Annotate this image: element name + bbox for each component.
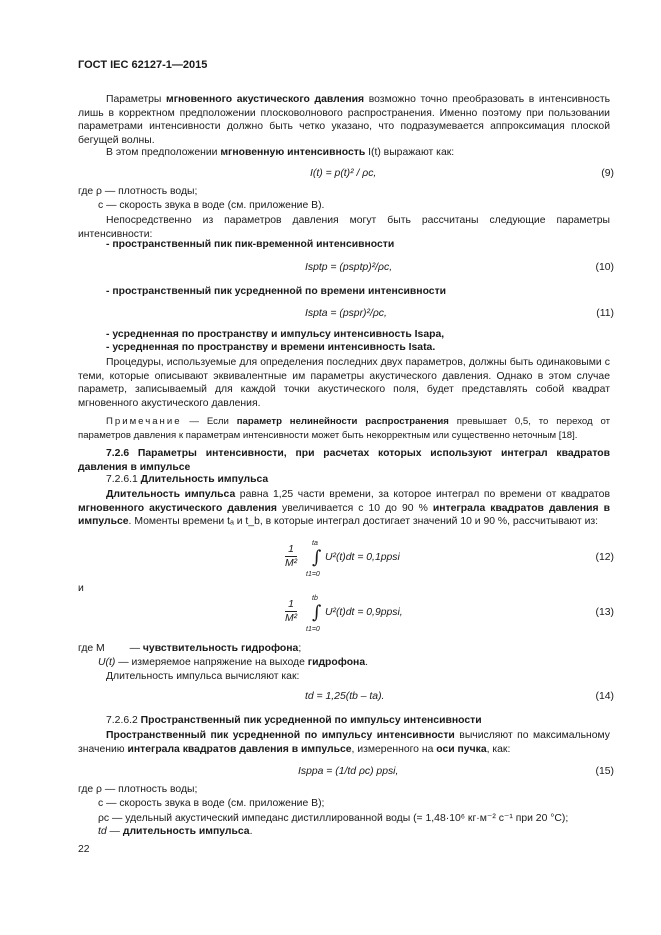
where-sound-speed: c — скорость звука в воде (см. приложение В). xyxy=(98,200,325,211)
where-pulse-duration: td — длительность импульса. xyxy=(98,826,253,837)
section-7-2-6-heading: 7.2.6 Параметры интенсивности, при расчетах которых используют интеграл квадратов давления в импульсе xyxy=(78,448,610,473)
equation-11-number: (11) xyxy=(596,308,614,319)
paragraph-duration-calc: Длительность импульса вычисляют как: xyxy=(106,671,300,682)
where-sound-speed-2: c — скорость звука в воде (см. приложение В); xyxy=(98,798,325,809)
paragraph-procedures: Процедуры, используемые для определения последних двух параметров, должны быть одинаковыми с теми, которые описывают эквивалентные им параметры акустического давления. Однако в этом случае параметр, записываемый для каждой точки акустического поля, будет представлять собой квадрат мгновенного акустического давления. xyxy=(78,357,610,409)
equation-10: Isptp = (psptp)²/ρc, xyxy=(305,262,393,273)
equation-15: Isppa = (1/td ρc) ppsi, xyxy=(298,766,399,777)
paragraph-assumption: В этом предположении мгновенную интенсивность I(t) выражают как: xyxy=(106,147,455,158)
document-header: ГОСТ IEC 62127-1—2015 xyxy=(78,59,208,71)
section-7-2-6-1-heading: 7.2.6.1 Длительность импульса xyxy=(106,474,269,485)
equation-13-number: (13) xyxy=(595,607,614,618)
equation-9-number: (9) xyxy=(601,168,614,179)
conjunction-and: и xyxy=(78,583,84,594)
where-voltage: U(t) — измеряемое напряжение на выходе гидрофона. xyxy=(98,657,369,668)
list-item-sptp: - пространственный пик пик-временной интенсивности xyxy=(106,239,395,250)
equation-10-number: (10) xyxy=(595,262,614,273)
where-sensitivity: где M — чувствительность гидрофона; xyxy=(78,643,302,654)
where-impedance: ρc — удельный акустический импеданс дистиллированной воды (= 1,48·10⁶ кг·м⁻² с⁻¹ при 20 °С); xyxy=(98,813,569,824)
paragraph-pulse-duration: Длительность импульса равна 1,25 части времени, за которое интеграл по времени от квадратов мгновенного акустического давления увеличивается с 10 до 90 % интеграла квадратов давления в импульсе. Моменты времени tₐ и t_b, в которые интеграл достигает значений 10 и 90 %, рассчитывают из: xyxy=(78,489,610,528)
equation-11: Ispta = (pspr)²/ρc, xyxy=(305,308,387,319)
list-item-sata: - усредненная по пространству и времени интенсивность Isata. xyxy=(106,342,436,353)
where-density: где ρ — плотность воды; xyxy=(78,186,198,197)
equation-14: td = 1,25(tb – ta). xyxy=(305,691,385,702)
equation-12-number: (12) xyxy=(595,552,614,563)
equation-14-number: (14) xyxy=(595,691,614,702)
section-7-2-6-2-heading: 7.2.6.2 Пространственный пик усредненной по импульсу интенсивности xyxy=(106,715,482,726)
paragraph-sppa: Пространственный пик усредненной по импульсу интенсивности вычисляют по максимальному значению интеграла квадратов давления в импульсе, измеренного на оси пучка, как: xyxy=(78,730,610,755)
list-item-sapa: - усредненная по пространству и импульсу интенсивность Isapa, xyxy=(106,329,445,340)
paragraph-intensity-params: Непосредственно из параметров давления могут быть рассчитаны следующие параметры интенсивности: xyxy=(78,215,610,240)
paragraph-instant-pressure: Параметры мгновенного акустического давления возможно точно преобразовать в интенсивность лишь в корректном предположении плосковолнового распространения. Именно поэтому при пользовании параметрами интенсивности должно быть четко указано, что подразумевается аппроксимация плоской бегущей волны. xyxy=(78,94,610,146)
note-paragraph: Примечание — Если параметр нелинейности распространения превышает 0,5, то переход от параметров давления к параметрам интенсивности может быть некорректным или существенно неточным [18]. xyxy=(78,416,610,441)
list-item-spta: - пространственный пик усредненной по времени интенсивности xyxy=(106,286,447,297)
equation-9: I(t) = p(t)² / ρc, xyxy=(310,168,377,179)
equation-15-number: (15) xyxy=(595,766,614,777)
where-density-2: где ρ — плотность воды; xyxy=(78,784,198,795)
page-number: 22 xyxy=(78,844,90,855)
